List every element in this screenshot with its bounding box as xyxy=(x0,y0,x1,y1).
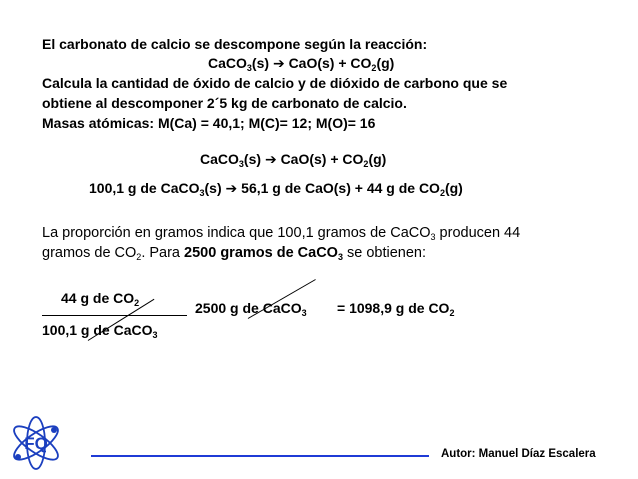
reactant-subscript: 3 xyxy=(246,63,252,73)
numerator-text: 44 g de CO xyxy=(61,290,135,306)
mass-products-state: (g) xyxy=(444,180,463,196)
logo-text: FQ xyxy=(24,434,48,453)
problem-reaction xyxy=(208,55,394,72)
result-text: = 1098,9 g de CO xyxy=(337,300,450,316)
result-term xyxy=(337,300,454,316)
problem-line-5: Masas atómicas: M(Ca) = 40,1; M(C)= 12; M(O)= 16 xyxy=(42,115,376,131)
proportion-text-3: gramos de CO xyxy=(42,245,137,261)
atom-logo-icon xyxy=(6,413,66,473)
proportion-text-2: producen 44 xyxy=(435,225,521,241)
multiplier-subscript: 3 xyxy=(301,308,307,318)
footer-divider xyxy=(91,455,429,457)
products-formula: CaO(s) + CO xyxy=(288,55,372,71)
proportion-line-1 xyxy=(42,225,520,241)
reaction-reactant: CaCO xyxy=(200,151,239,167)
fraction-numerator xyxy=(61,290,139,306)
multiplier-term xyxy=(195,300,307,316)
proportion-subscript-5: 3 xyxy=(337,252,343,262)
products-state: (g) xyxy=(376,55,395,71)
right-arrow-icon: ➔ xyxy=(225,181,238,197)
reaction-products-subscript: 2 xyxy=(363,159,369,169)
reactant-state: (s) xyxy=(251,55,270,71)
proportion-line-2 xyxy=(42,245,426,261)
problem-line-3: Calcula la cantidad de óxido de calcio y de dióxido de carbono que se xyxy=(42,75,508,91)
numerator-subscript: 2 xyxy=(134,298,140,308)
proportion-text-6: se obtienen: xyxy=(342,245,427,261)
products-subscript: 2 xyxy=(371,63,377,73)
right-arrow-icon: ➔ xyxy=(272,56,285,72)
mass-relation xyxy=(89,180,463,197)
reaction-products-state: (g) xyxy=(368,151,387,167)
problem-line-4: obtiene al descomponer 2´5 kg de carbonato de calcio. xyxy=(42,95,407,111)
mass-reactant-state: (s) xyxy=(204,180,222,196)
mass-reactant: 100,1 g de CaCO xyxy=(89,180,200,196)
multiplier-text: 2500 g de CaCO xyxy=(195,300,302,316)
reaction-products: CaO(s) + CO xyxy=(280,151,364,167)
proportion-text-4: . Para xyxy=(141,245,185,261)
result-subscript: 2 xyxy=(449,308,455,318)
reactant-formula: CaCO xyxy=(208,55,247,71)
mass-products: 56,1 g de CaO(s) + 44 g de CO xyxy=(241,180,440,196)
right-arrow-icon: ➔ xyxy=(264,152,277,168)
fraction-bar xyxy=(42,315,187,316)
denominator-subscript: 3 xyxy=(152,330,158,340)
reaction-equation xyxy=(200,151,386,168)
proportion-text-5: 2500 gramos de CaCO xyxy=(184,245,338,261)
reaction-reactant-state: (s) xyxy=(243,151,262,167)
mass-products-subscript: 2 xyxy=(439,188,445,198)
proportion-subscript-3: 2 xyxy=(136,252,142,262)
problem-line-1: El carbonato de calcio se descompone según la reacción: xyxy=(42,36,428,52)
mass-reactant-subscript: 3 xyxy=(199,188,205,198)
fraction-denominator xyxy=(42,322,158,338)
author-credit: Autor: Manuel Díaz Escalera xyxy=(441,448,596,460)
proportion-subscript-1: 3 xyxy=(430,232,436,242)
reaction-reactant-subscript: 3 xyxy=(238,159,244,169)
proportion-text-1: La proporción en gramos indica que 100,1 gramos de CaCO xyxy=(42,225,431,241)
denominator-text: 100,1 g de CaCO xyxy=(42,322,153,338)
